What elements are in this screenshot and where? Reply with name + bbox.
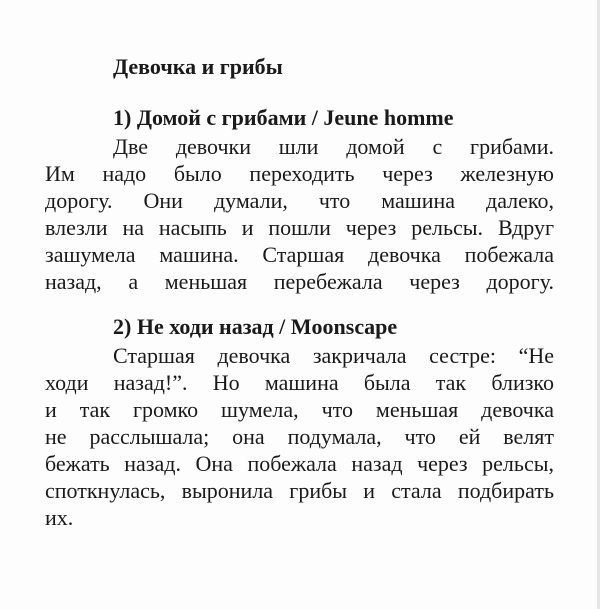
section-2-line: споткнулась, выронила грибы и стала подбирать: [45, 478, 554, 503]
section-2-heading: 2) Не ходи назад / Moonscape: [113, 314, 398, 339]
section-2-line: бежать назад. Она побежала назад через рельсы,: [45, 451, 554, 476]
section-2-line: Старшая девочка закричала сестре: “Не: [113, 343, 554, 368]
section-1-line: дорогу. Они думали, что машина далеко,: [45, 188, 554, 213]
section-1-line: назад, а меньшая перебежала через дорогу.: [45, 269, 554, 294]
section-2-line: не расслышала; она подумала, что ей велят: [45, 424, 554, 449]
section-1-heading: 1) Домой с грибами / Jeune homme: [113, 105, 454, 130]
section-1-line: влезли на насыпь и пошли через рельсы. Вдруг: [45, 215, 554, 240]
section-1-line: зашумела машина. Старшая девочка побежала: [45, 242, 554, 267]
document-title: Девочка и грибы: [113, 54, 283, 79]
section-1-line: Две девочки шли домой с грибами.: [113, 134, 554, 159]
section-2-line: ходи назад!”. Но машина была так близко: [45, 370, 554, 395]
section-2-line: и так громко шумела, что меньшая девочка: [45, 397, 554, 422]
section-2-line: их.: [45, 505, 74, 530]
section-1-line: Им надо было переходить через железную: [45, 161, 554, 186]
